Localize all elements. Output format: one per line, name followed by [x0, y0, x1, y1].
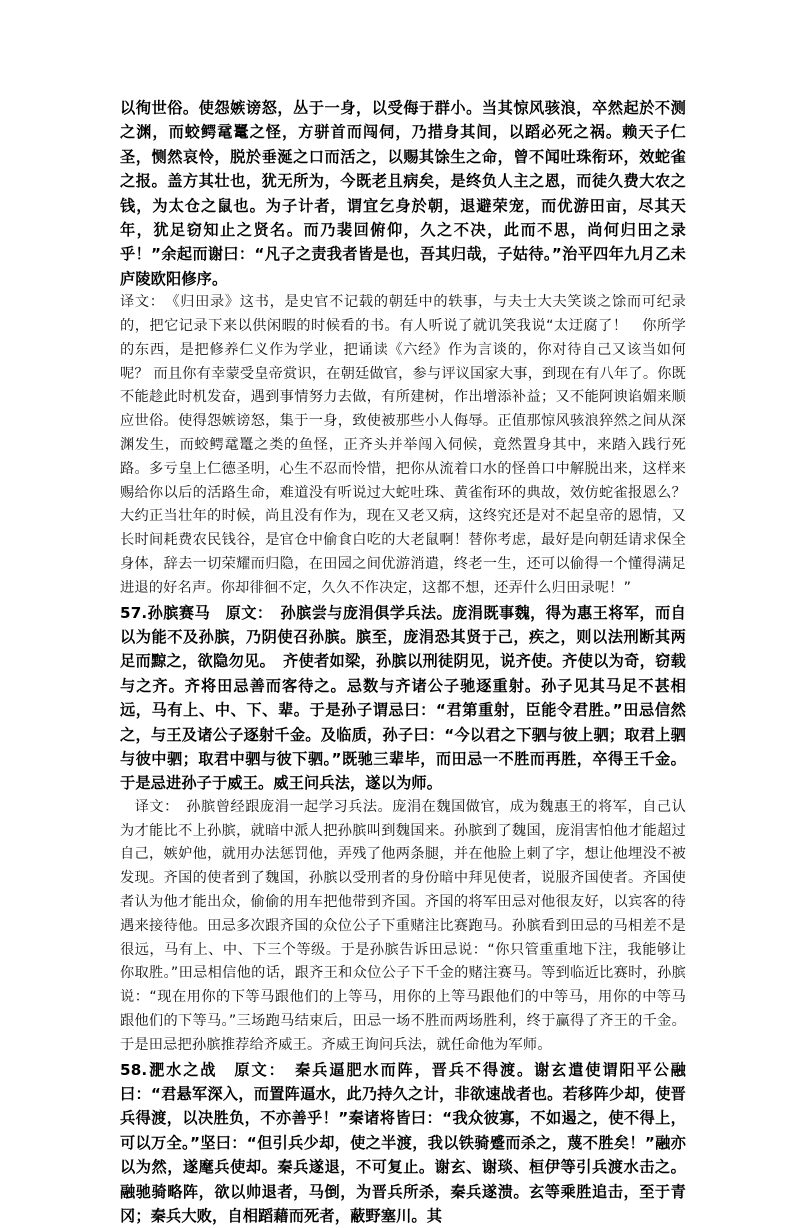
- original-text-paragraph: 以徇世俗。使怨嫉谤怒，丛于一身，以受侮于群小。当其惊风骇浪，卒然起於不测之渊，而蛟鳄鼋鼍之怪，方骈首而闯伺，乃措身其间，以蹈必死之祸。赖天子仁圣，恻然哀怜，脱於垂涎之口而活之，以赐其馀生之命，曾不闻吐珠衔环，效蛇雀之报。盖方其壮也，犹无所为，今既老且病矣，是终负人主之恩，而徒久费大农之钱，为太仓之鼠也。为子计者，谓宜乞身於朝，退避荣宠，而优游田亩，尽其天年，犹足窃知止之贤名。而乃裴回俯仰，久之不决，此而不思，尚何归田之录乎！”余起而谢曰：“凡子之责我者皆是也，吾其归哉，子姑待。”治平四年九月乙未庐陵欧阳修序。: [120, 99, 686, 288]
- section-58-heading: 58.淝水之战 原文：: [120, 1060, 279, 1079]
- section-58-original: [120, 1058, 686, 1228]
- section-57-original-text: 孙膑尝与庞涓俱学兵法。庞涓既事魏，得为惠王将军，而自以为能不及孙膑，乃阴使召孙膑。膑至，庞涓恐其贤于己，疾之，则以法刑断其两足而黥之，欲隐勿见。 齐使者如梁，孙膑以刑徒阴见，说齐使。齐使以为奇，窃载与之齐。齐将田忌善而客待之。忌数与齐诸公子驰逐重射。孙子见其马足不甚相远，马有上、中、下、辈。于是孙子谓忌曰：“君第重射，臣能令君胜。”田忌信然之，与王及诸公子逐射千金。及临质，孙子曰：“今以君之下驷与彼上驷；取君上驷与彼中驷；取君中驷与彼下驷。”既驰三辈毕，而田忌一不胜而再胜，卒得王千金。于是忌进孙子于威王。威王问兵法，遂以为师。: [120, 603, 686, 793]
- section-58-original-text: 秦兵逼肥水而阵，晋兵不得渡。谢玄遣使谓阳平公融曰：“君悬军深入，而置阵逼水，此乃持久之计，非欲速战者也。若移阵少却，使晋兵得渡，以决胜负，不亦善乎！”秦诸将皆曰：“我众彼寡，不如遏之，使不得上，可以万全。”坚曰：“但引兵少却，使之半渡，我以铁骑蹙而杀之，蔑不胜矣！”融亦以为然，遂麾兵使却。秦兵遂退，不可复止。谢玄、谢琰、桓伊等引兵渡水击之。融驰骑略阵，欲以帅退者，马倒，为晋兵所杀，秦兵遂溃。玄等乘胜追击，至于青冈；秦兵大败，自相蹈藉而死者，蔽野塞川。其: [120, 1060, 686, 1226]
- translation-paragraph: 译文： 《归田录》这书，是史官不记载的朝廷中的轶事，与夫士大夫笑谈之馀而可纪录的，把它记录下来以供闲暇的时候看的书。有人听说了就讥笑我说“太迂腐了！ 你所学的东西，是把修养仁义作为学业，把诵读《六经》作为言谈的，你对待自己又该当如何呢？ 而且你有幸蒙受皇帝赏识，在朝廷做官，参与评议国家大事，到现在有八年了。你既不能趁此时机发奋，遇到事情努力去做，有所建树，作出增添补益；又不能阿谀谄媚来顺应世俗。使得怨嫉谤怒，集于一身，致使被那些小人侮辱。正值那惊风骇浪猝然之间从深渊发生，而蛟鳄鼋鼍之类的鱼怪，正齐头并举闯入伺候，竟然置身其中，来踏入践行死路。多亏皇上仁德圣明，心生不忍而怜惜，把你从流着口水的怪兽口中解脱出来，这样来赐给你以后的活路生命，难道没有听说过大蛇吐珠、黄雀衔环的典故，效仿蛇雀报恩么？大约正当壮年的时候，尚且没有作为，现在又老又病，这终究还是对不起皇帝的恩情，又长时间耗费农民钱谷，是官仓中偷食白吃的大老鼠啊！替你考虑，最好是向朝廷请求保全身体，辞去一切荣耀而归隐，在田园之间优游消遣，终老一生，还可以偷得一个懂得满足进退的好名声。你却徘徊不定，久久不作决定，这都不想，还弄什么归田录呢！”: [120, 294, 686, 596]
- section-57-heading: 57.孙膑赛马 原文：: [120, 603, 265, 622]
- section-57-original: [120, 601, 686, 796]
- section-57-translation: 译文： 孙膑曾经跟庞涓一起学习兵法。庞涓在魏国做官，成为魏惠王的将军，自己认为才能比不上孙膑，就暗中派人把孙膑叫到魏国来。孙膑到了魏国，庞涓害怕他才能超过自己，嫉妒他，就用办法惩罚他，弄残了他两条腿，并在他脸上刺了字，想让他埋没不被发现。齐国的使者到了魏国，孙膑以受刑者的身份暗中拜见使者，说服齐国使者。齐国使者认为他才能出众，偷偷的用车把他带到齐国。齐国的将军田忌对他很友好，以宾客的待遇来接待他。田忌多次跟齐国的众位公子下重赌注比赛跑马。孙膑看到田忌的马相差不是很远，马有上、中、下三个等级。于是孙膑告诉田忌说：“你只管重重地下注，我能够让你取胜。”田忌相信他的话，跟齐王和众位公子下千金的赌注赛马。等到临近比赛时，孙膑说：“现在用你的下等马跟他们的上等马，用你的上等马跟他们的中等马，用你的中等马跟他们的下等马。”三场跑马结束后，田忌一场不胜而两场胜利，终于赢得了齐王的千金。于是田忌把孙膑推荐给齐威王。齐威王询问兵法，就任命他为军师。: [120, 798, 686, 1053]
- document-page: [120, 96, 686, 1228]
